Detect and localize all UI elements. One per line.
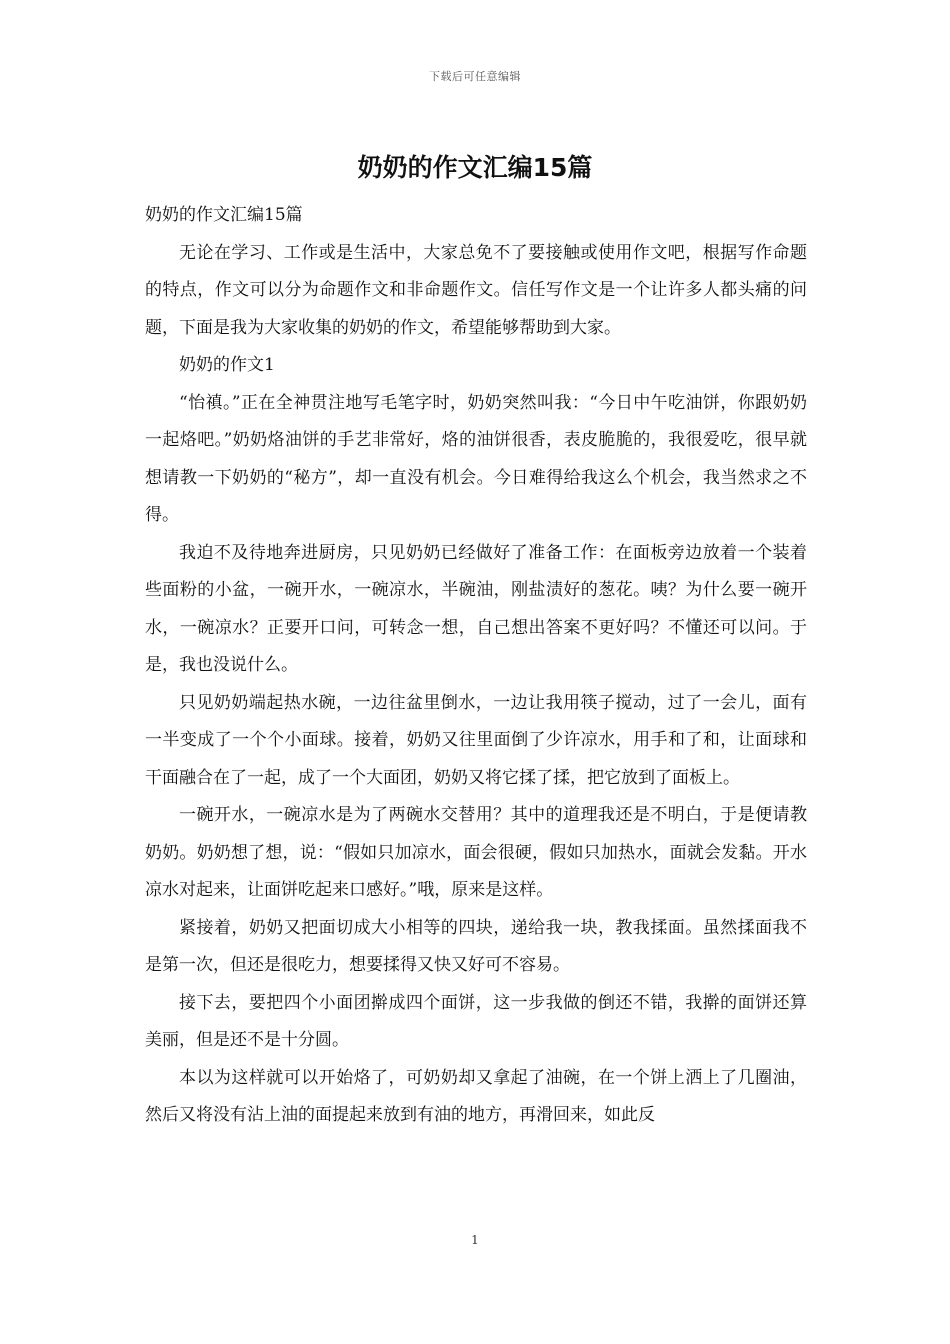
body-paragraph: 我迫不及待地奔进厨房，只见奶奶已经做好了准备工作：在面板旁边放着一个装着些面粉的小盆，一碗开水，一碗凉水，半碗油，刚盐渍好的葱花。咦？为什么要一碗开水，一碗凉水？正要开口问，可转念一想，自己想出答案不更好吗？不懂还可以问。于是，我也没说什么。 bbox=[145, 542, 807, 675]
body-paragraph: 紧接着，奶奶又把面切成大小相等的四块，递给我一块，教我揉面。虽然揉面我不是第一次，但还是很吃力，想要揉得又快又好可不容易。 bbox=[145, 917, 807, 975]
section-heading: 奶奶的作文1 bbox=[179, 355, 275, 375]
body-paragraph: 只见奶奶端起热水碗，一边往盆里倒水，一边让我用筷子搅动，过了一会儿，面有一半变成了一个个小面球。接着，奶奶又往里面倒了少许凉水，用手和了和，让面球和干面融合在了一起，成了一个大面团，奶奶又将它揉了揉，把它放到了面板上。 bbox=[145, 692, 807, 788]
body-paragraph: 本以为这样就可以开始烙了，可奶奶却又拿起了油碗，在一个饼上洒上了几圈油，然后又将没有沾上油的面提起来放到有油的地方，再滑回来，如此反 bbox=[145, 1067, 807, 1125]
page-number: 1 bbox=[471, 1233, 479, 1247]
page-header-note: 下载后可任意编辑 bbox=[429, 70, 521, 83]
intro-paragraph: 无论在学习、工作或是生活中，大家总免不了要接触或使用作文吧，根据写作命题的特点，作文可以分为命题作文和非命题作文。信任写作文是一个让许多人都头痛的问题，下面是我为大家收集的奶奶的作文，希望能够帮助到大家。 bbox=[145, 242, 807, 338]
document-title: 奶奶的作文汇编15篇 bbox=[357, 153, 593, 182]
body-paragraph: 接下去，要把四个小面团擀成四个面饼，这一步我做的倒还不错，我擀的面饼还算美丽，但是还不是十分圆。 bbox=[145, 992, 807, 1050]
document-subtitle: 奶奶的作文汇编15篇 bbox=[145, 205, 303, 225]
document-body bbox=[145, 197, 807, 1135]
body-paragraph: 一碗开水，一碗凉水是为了两碗水交替用？其中的道理我还是不明白，于是便请教奶奶。奶奶想了想，说：“假如只加凉水，面会很硬，假如只加热水，面就会发黏。开水凉水对起来，让面饼吃起来口感好。”哦，原来是这样。 bbox=[145, 805, 807, 900]
body-paragraph: “怡禛。”正在全神贯注地写毛笔字时，奶奶突然叫我：“今日中午吃油饼，你跟奶奶一起烙吧。”奶奶烙油饼的手艺非常好，烙的油饼很香，表皮脆脆的，我很爱吃，很早就想请教一下奶奶的“秘方”，却一直没有机会。今日难得给我这么个机会，我当然求之不得。 bbox=[145, 392, 807, 525]
